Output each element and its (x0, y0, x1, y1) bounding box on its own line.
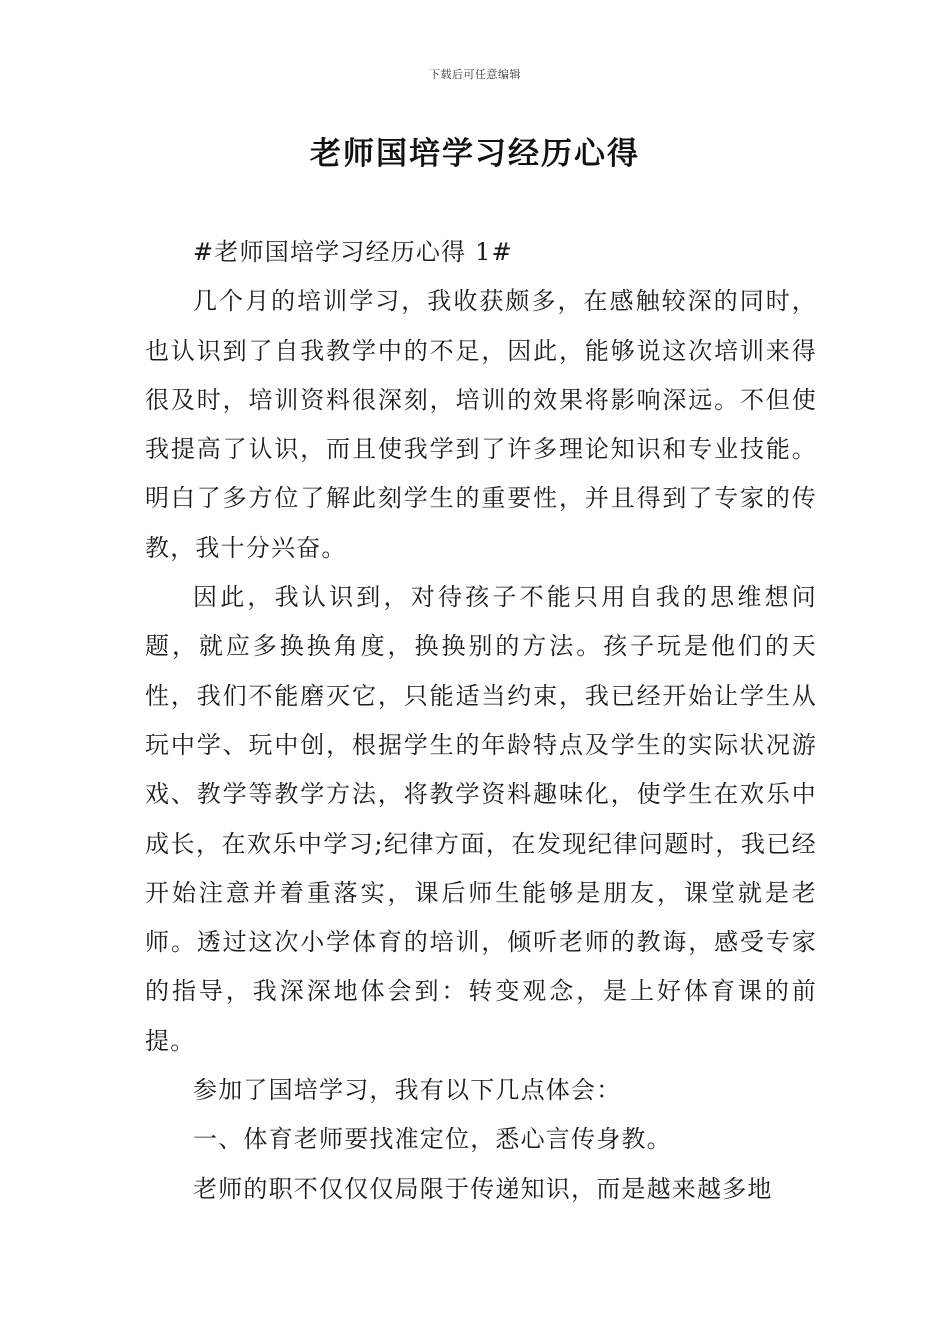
document-body (145, 228, 817, 1214)
section-heading: #老师国培学习经历心得 1# (193, 238, 513, 266)
document-title: 老师国培学习经历心得 (310, 136, 640, 172)
paragraph: 参加了国培学习，我有以下几点体会： (193, 1076, 622, 1105)
paragraph: 一、体育老师要找准定位，悉心言传身教。 (193, 1125, 672, 1154)
paragraph: 几个月的培训学习，我收获颇多，在感触较深的同时，也认识到了自我教学中的不足，因此，能够说这次培训来得很及时，培训资料很深刻，培训的效果将影响深远。不但使我提高了认识，而且使我学到了许多理论知识和专业技能。明白了多方位了解此刻学生的重要性，并且得到了专家的传教，我十分兴奋。 (145, 287, 817, 562)
paragraph: 老师的职不仅仅仅局限于传递知识，而是越来越多地 (193, 1174, 773, 1203)
paragraph: 因此，我认识到，对待孩子不能只用自我的思维想问题，就应多换换角度，换换别的方法。孩子玩是他们的天性，我们不能磨灭它，只能适当约束，我已经开始让学生从玩中学、玩中创，根据学生的年龄特点及学生的实际状况游戏、教学等教学方法，将教学资料趣味化，使学生在欢乐中成长，在欢乐中学习;纪律方面，在发现纪律问题时，我已经开始注意并着重落实，课后师生能够是朋友，课堂就是老师。透过这次小学体育的培训，倾听老师的教诲，感受专家的指导，我深深地体会到：转变观念，是上好体育课的前提。 (145, 583, 817, 1055)
page-header-note: 下载后可任意编辑 (429, 68, 521, 81)
